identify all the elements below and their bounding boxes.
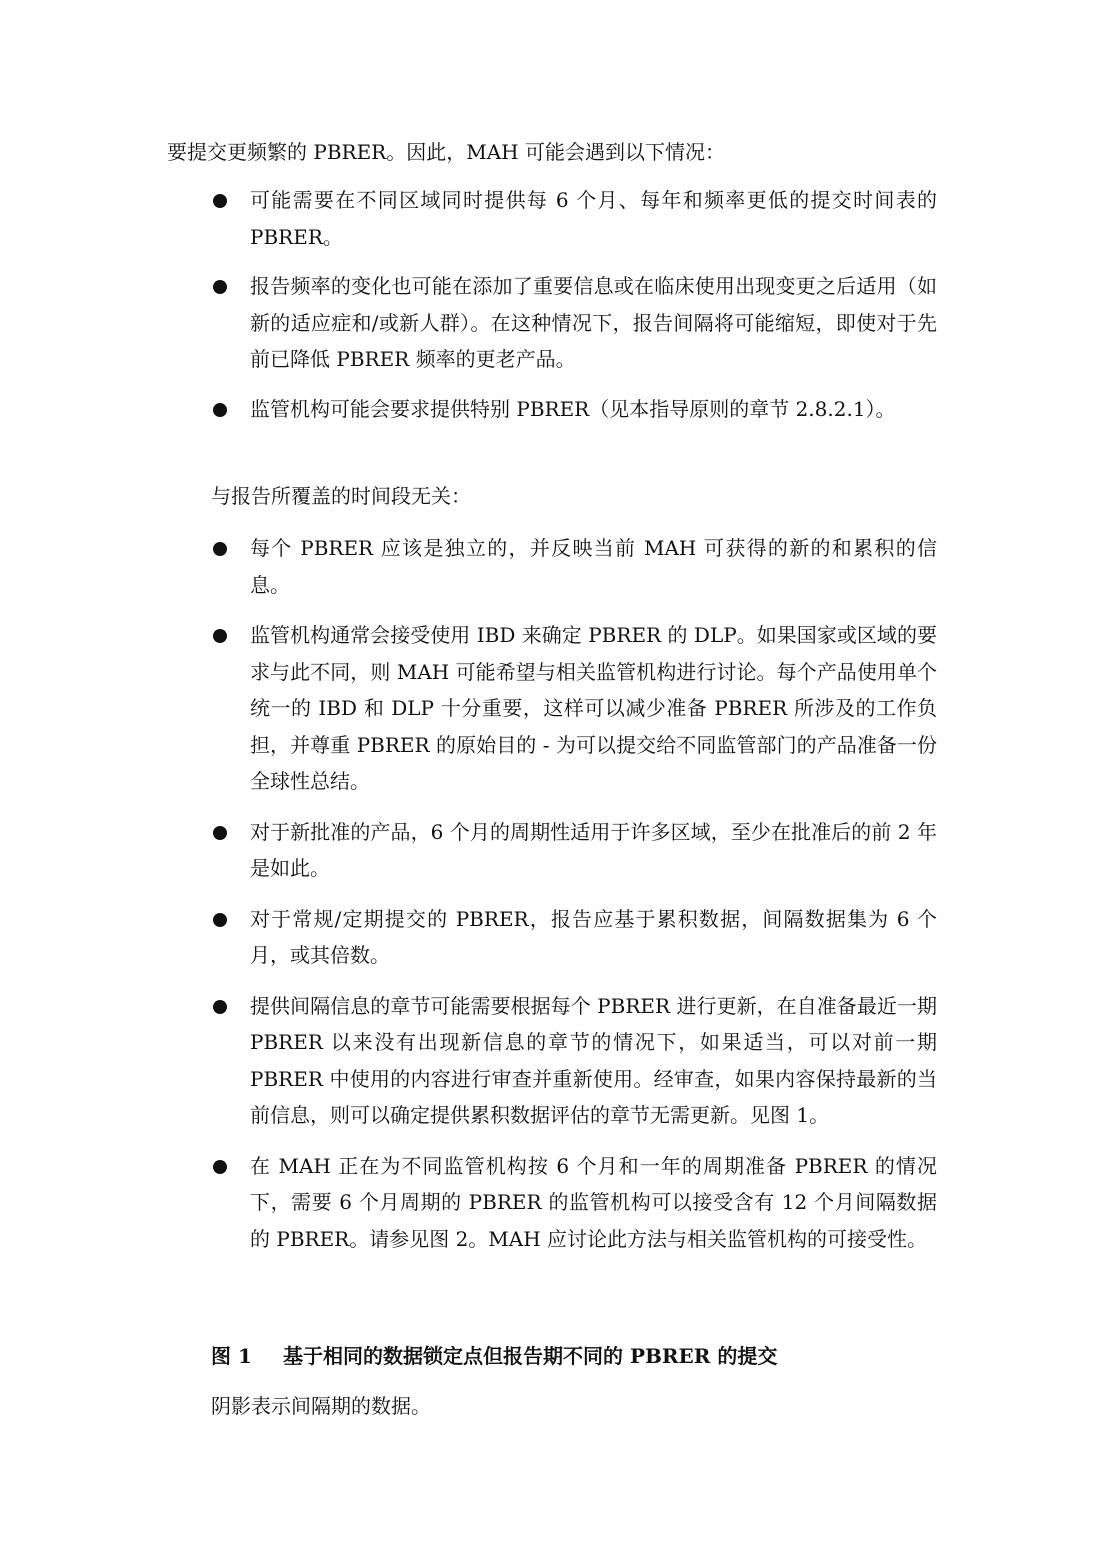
- list-item-text: 在 MAH 正在为不同监管机构按 6 个月和一年的周期准备 PBRER 的情况下，需要 6 个月周期的 PBRER 的监管机构可以接受含有 12 个月间隔数据的 PBRER。请参见图 2。MAH 应讨论此方法与相关监管机构的可接受性。: [250, 1153, 937, 1251]
- figure-number: 图 1: [211, 1344, 252, 1368]
- figure-note: 阴影表示间隔期的数据。: [211, 1394, 431, 1418]
- section-heading: 与报告所覆盖的时间段无关：: [211, 484, 471, 508]
- bullet-icon: [213, 194, 227, 208]
- bullet-icon: [213, 1000, 227, 1014]
- figure-title: 基于相同的数据锁定点但报告期不同的 PBRER 的提交: [283, 1344, 778, 1368]
- intro-paragraph: 要提交更频繁的 PBRER。因此，MAH 可能会遇到以下情况：: [167, 140, 725, 164]
- bullet-list-general: [211, 530, 937, 1257]
- bullet-icon: [213, 1160, 227, 1174]
- list-item-text: 可能需要在不同区域同时提供每 6 个月、每年和频率更低的提交时间表的 PBRER。: [250, 188, 937, 249]
- list-item: [211, 1148, 937, 1258]
- bullet-icon: [213, 280, 227, 294]
- bullet-icon: [213, 629, 227, 643]
- list-item: [211, 268, 937, 378]
- list-item-text: 报告频率的变化也可能在添加了重要信息或在临床使用出现变更之后适用（如新的适应症和/或新人群）。在这种情况下，报告间隔将可能缩短，即使对于先前已降低 PBRER 频率的更老产品。: [250, 274, 937, 371]
- bullet-icon: [213, 403, 227, 417]
- bullet-icon: [213, 913, 227, 927]
- list-item-text: 提供间隔信息的章节可能需要根据每个 PBRER 进行更新，在自准备最近一期 PBRER 以来没有出现新信息的章节的情况下，如果适当，可以对前一期 PBRER 中使用的内容进行审查并重新使用。经审查，如果内容保持最新的当前信息，则可以确定提供累积数据评估的章节无需更新。见图 1。: [250, 993, 937, 1127]
- list-item: [211, 988, 937, 1134]
- list-item: [211, 901, 937, 974]
- list-item: [211, 617, 937, 800]
- list-item-text: 监管机构可能会要求提供特别 PBRER（见本指导原则的章节 2.8.2.1）。: [250, 396, 896, 421]
- bullet-icon: [213, 826, 227, 840]
- list-item-text: 监管机构通常会接受使用 IBD 来确定 PBRER 的 DLP。如果国家或区域的要求与此不同，则 MAH 可能希望与相关监管机构进行讨论。每个产品使用单个统一的 IBD 和 DLP 十分重要，这样可以减少准备 PBRER 所涉及的工作负担，并尊重 PBRER 的原始目的 - 为可以提交给不同监管部门的产品准备一份全球性总结。: [250, 623, 937, 793]
- bullet-icon: [213, 542, 227, 556]
- list-item-text: 对于常规/定期提交的 PBRER，报告应基于累积数据，间隔数据集为 6 个月，或其倍数。: [250, 906, 937, 967]
- list-item: [211, 182, 937, 255]
- list-item: [211, 530, 937, 603]
- figure-caption: [211, 1338, 937, 1374]
- bullet-list-situations: [211, 182, 937, 427]
- list-item: [211, 391, 937, 428]
- list-item: [211, 814, 937, 887]
- list-item-text: 对于新批准的产品，6 个月的周期性适用于许多区域，至少在批准后的前 2 年是如此。: [250, 819, 937, 880]
- list-item-text: 每个 PBRER 应该是独立的，并反映当前 MAH 可获得的新的和累积的信息。: [250, 536, 937, 597]
